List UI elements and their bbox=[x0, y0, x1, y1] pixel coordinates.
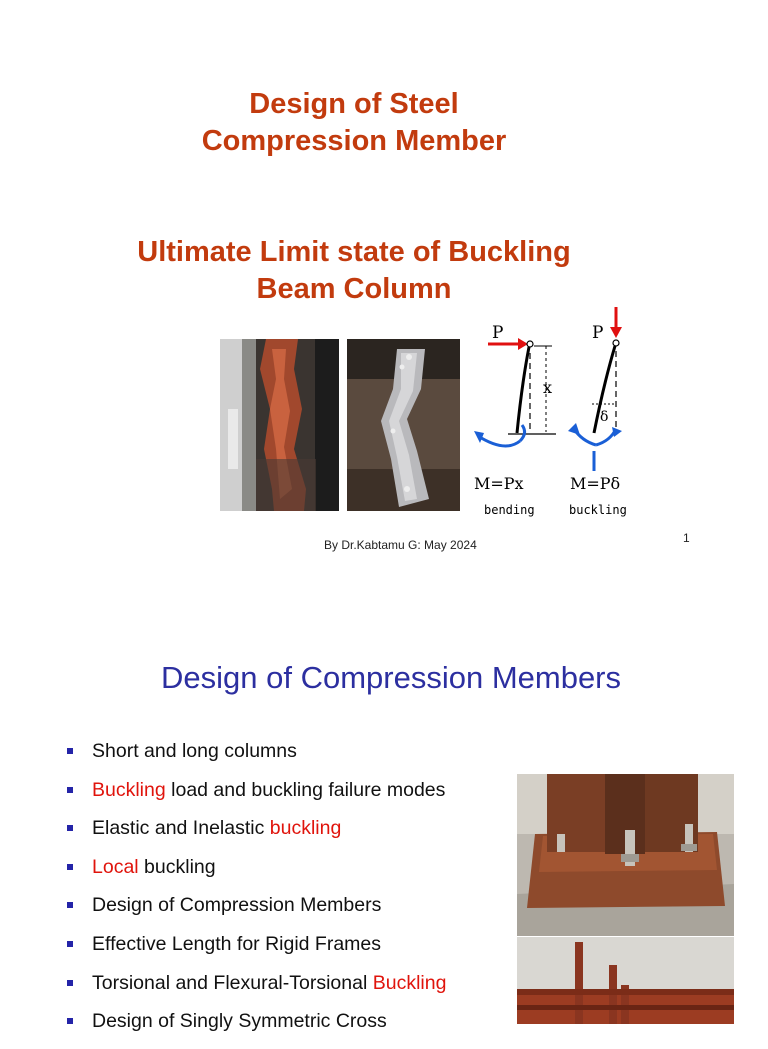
bullet-square-icon bbox=[67, 1018, 73, 1024]
caption-bending: bending bbox=[484, 503, 535, 517]
x-label: x bbox=[543, 378, 553, 397]
buckled-column-photo-1 bbox=[220, 339, 339, 511]
bullet-square-icon bbox=[67, 748, 73, 754]
p-label-left: P bbox=[492, 323, 504, 343]
bullet-square-icon bbox=[67, 825, 73, 831]
delta-label: δ bbox=[600, 409, 609, 425]
moment-label-right: M=Pδ bbox=[570, 474, 621, 493]
slide1-title-line1: Design of Steel bbox=[249, 88, 459, 120]
topic-bullet-list bbox=[66, 740, 446, 1049]
slide1-subtitle-line1: Ultimate Limit state of Buckling bbox=[137, 236, 571, 268]
slide1-subtitle-line2: Beam Column bbox=[256, 273, 452, 305]
byline: By Dr.Kabtamu G: May 2024 bbox=[324, 538, 477, 552]
bullet-square-icon bbox=[67, 864, 73, 870]
list-item: Design of Singly Symmetric Cross bbox=[66, 1010, 446, 1049]
list-item: Effective Length for Rigid Frames bbox=[66, 933, 446, 972]
list-item: Short and long columns bbox=[66, 740, 446, 779]
list-item: Torsional and Flexural-Torsional Buckling bbox=[66, 972, 446, 1011]
bullet-square-icon bbox=[67, 902, 73, 908]
buckled-column-photo-2 bbox=[347, 339, 460, 511]
p-label-right: P bbox=[592, 323, 604, 343]
list-item: Design of Compression Members bbox=[66, 894, 446, 933]
slide1-title-line2: Compression Member bbox=[201, 125, 507, 157]
page-number: 1 bbox=[683, 531, 690, 545]
bending-buckling-diagram bbox=[470, 303, 640, 525]
bullet-square-icon bbox=[67, 787, 73, 793]
list-item: Elastic and Inelastic buckling bbox=[66, 817, 446, 856]
list-item: Buckling load and buckling failure modes bbox=[66, 779, 446, 818]
bullet-square-icon bbox=[67, 980, 73, 986]
column-base-plate-photo bbox=[517, 774, 734, 936]
caption-buckling: buckling bbox=[569, 503, 627, 517]
list-item: Local buckling bbox=[66, 856, 446, 895]
slide1-subtitle bbox=[0, 234, 738, 308]
moment-label-left: M=Px bbox=[474, 474, 524, 493]
slide1-title bbox=[0, 86, 738, 160]
steel-frame-photo bbox=[517, 937, 734, 1024]
bent-column-left bbox=[517, 347, 529, 433]
slide2-title: Design of Compression Members bbox=[161, 660, 622, 695]
bullet-square-icon bbox=[67, 941, 73, 947]
